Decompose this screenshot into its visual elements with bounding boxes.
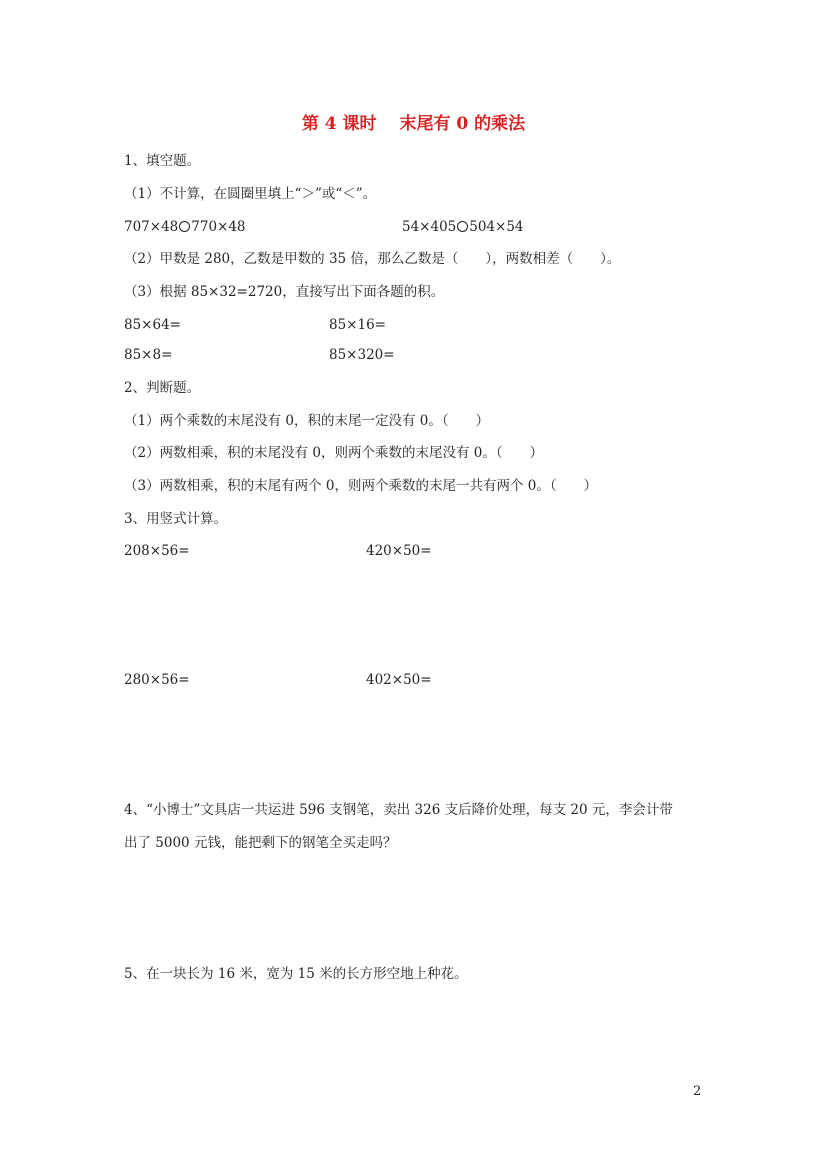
q1-compare-left (124, 218, 246, 236)
q5-text-line1: 5、在一块长为 16 米，宽为 15 米的长方形空地上种花。 (124, 966, 468, 982)
compare-circle-blank[interactable] (179, 221, 190, 232)
q1-compare-left-b: 770×48 (191, 219, 246, 235)
q3-item: 402×50= (366, 672, 432, 688)
q2-statement-1: （1）两个乘数的末尾没有 0，积的末尾一定没有 0。（ ） (124, 413, 490, 429)
q1-part2: （2）甲数是 280，乙数是甲数的 35 倍，那么乙数是（ ），两数相差（ ）。 (124, 251, 621, 267)
q4-text-line1: 4、“小博士”文具店一共运进 596 支钢笔，卖出 326 支后降价处理，每支 20 元，李会计带 (124, 802, 673, 818)
q4-text-line2: 出了 5000 元钱，能把剩下的钢笔全买走吗？ (124, 835, 397, 851)
q1-item: 85×8= (124, 347, 173, 363)
q3-item: 420×50= (366, 543, 432, 559)
q2-statement-3: （3）两数相乘，积的末尾有两个 0，则两个乘数的末尾一共有两个 0。（ ） (124, 478, 598, 494)
q1-item: 85×16= (329, 317, 386, 333)
q2-heading: 2、判断题。 (124, 380, 201, 396)
q1-part1-prompt: （1）不计算，在圆圈里填上“＞”或“＜”。 (124, 186, 377, 202)
compare-circle-blank[interactable] (457, 221, 468, 232)
q1-compare-left-a: 707×48 (124, 219, 179, 235)
q1-compare-right (402, 218, 524, 236)
q3-item: 208×56= (124, 543, 190, 559)
q1-item: 85×320= (329, 347, 395, 363)
q1-compare-right-b: 504×54 (469, 219, 524, 235)
q3-item: 280×56= (124, 672, 190, 688)
page-title: 第 4 课时 末尾有 0 的乘法 (301, 114, 526, 134)
q1-item: 85×64= (124, 317, 181, 333)
q1-part3-prompt: （3）根据 85×32=2720，直接写出下面各题的积。 (124, 284, 445, 300)
q3-heading: 3、用竖式计算。 (124, 511, 228, 527)
q2-statement-2: （2）两数相乘，积的末尾没有 0，则两个乘数的末尾没有 0。（ ） (124, 445, 544, 461)
q1-heading: 1、填空题。 (124, 153, 201, 169)
q1-compare-right-a: 54×405 (402, 219, 457, 235)
page-number: 2 (693, 1084, 702, 1099)
